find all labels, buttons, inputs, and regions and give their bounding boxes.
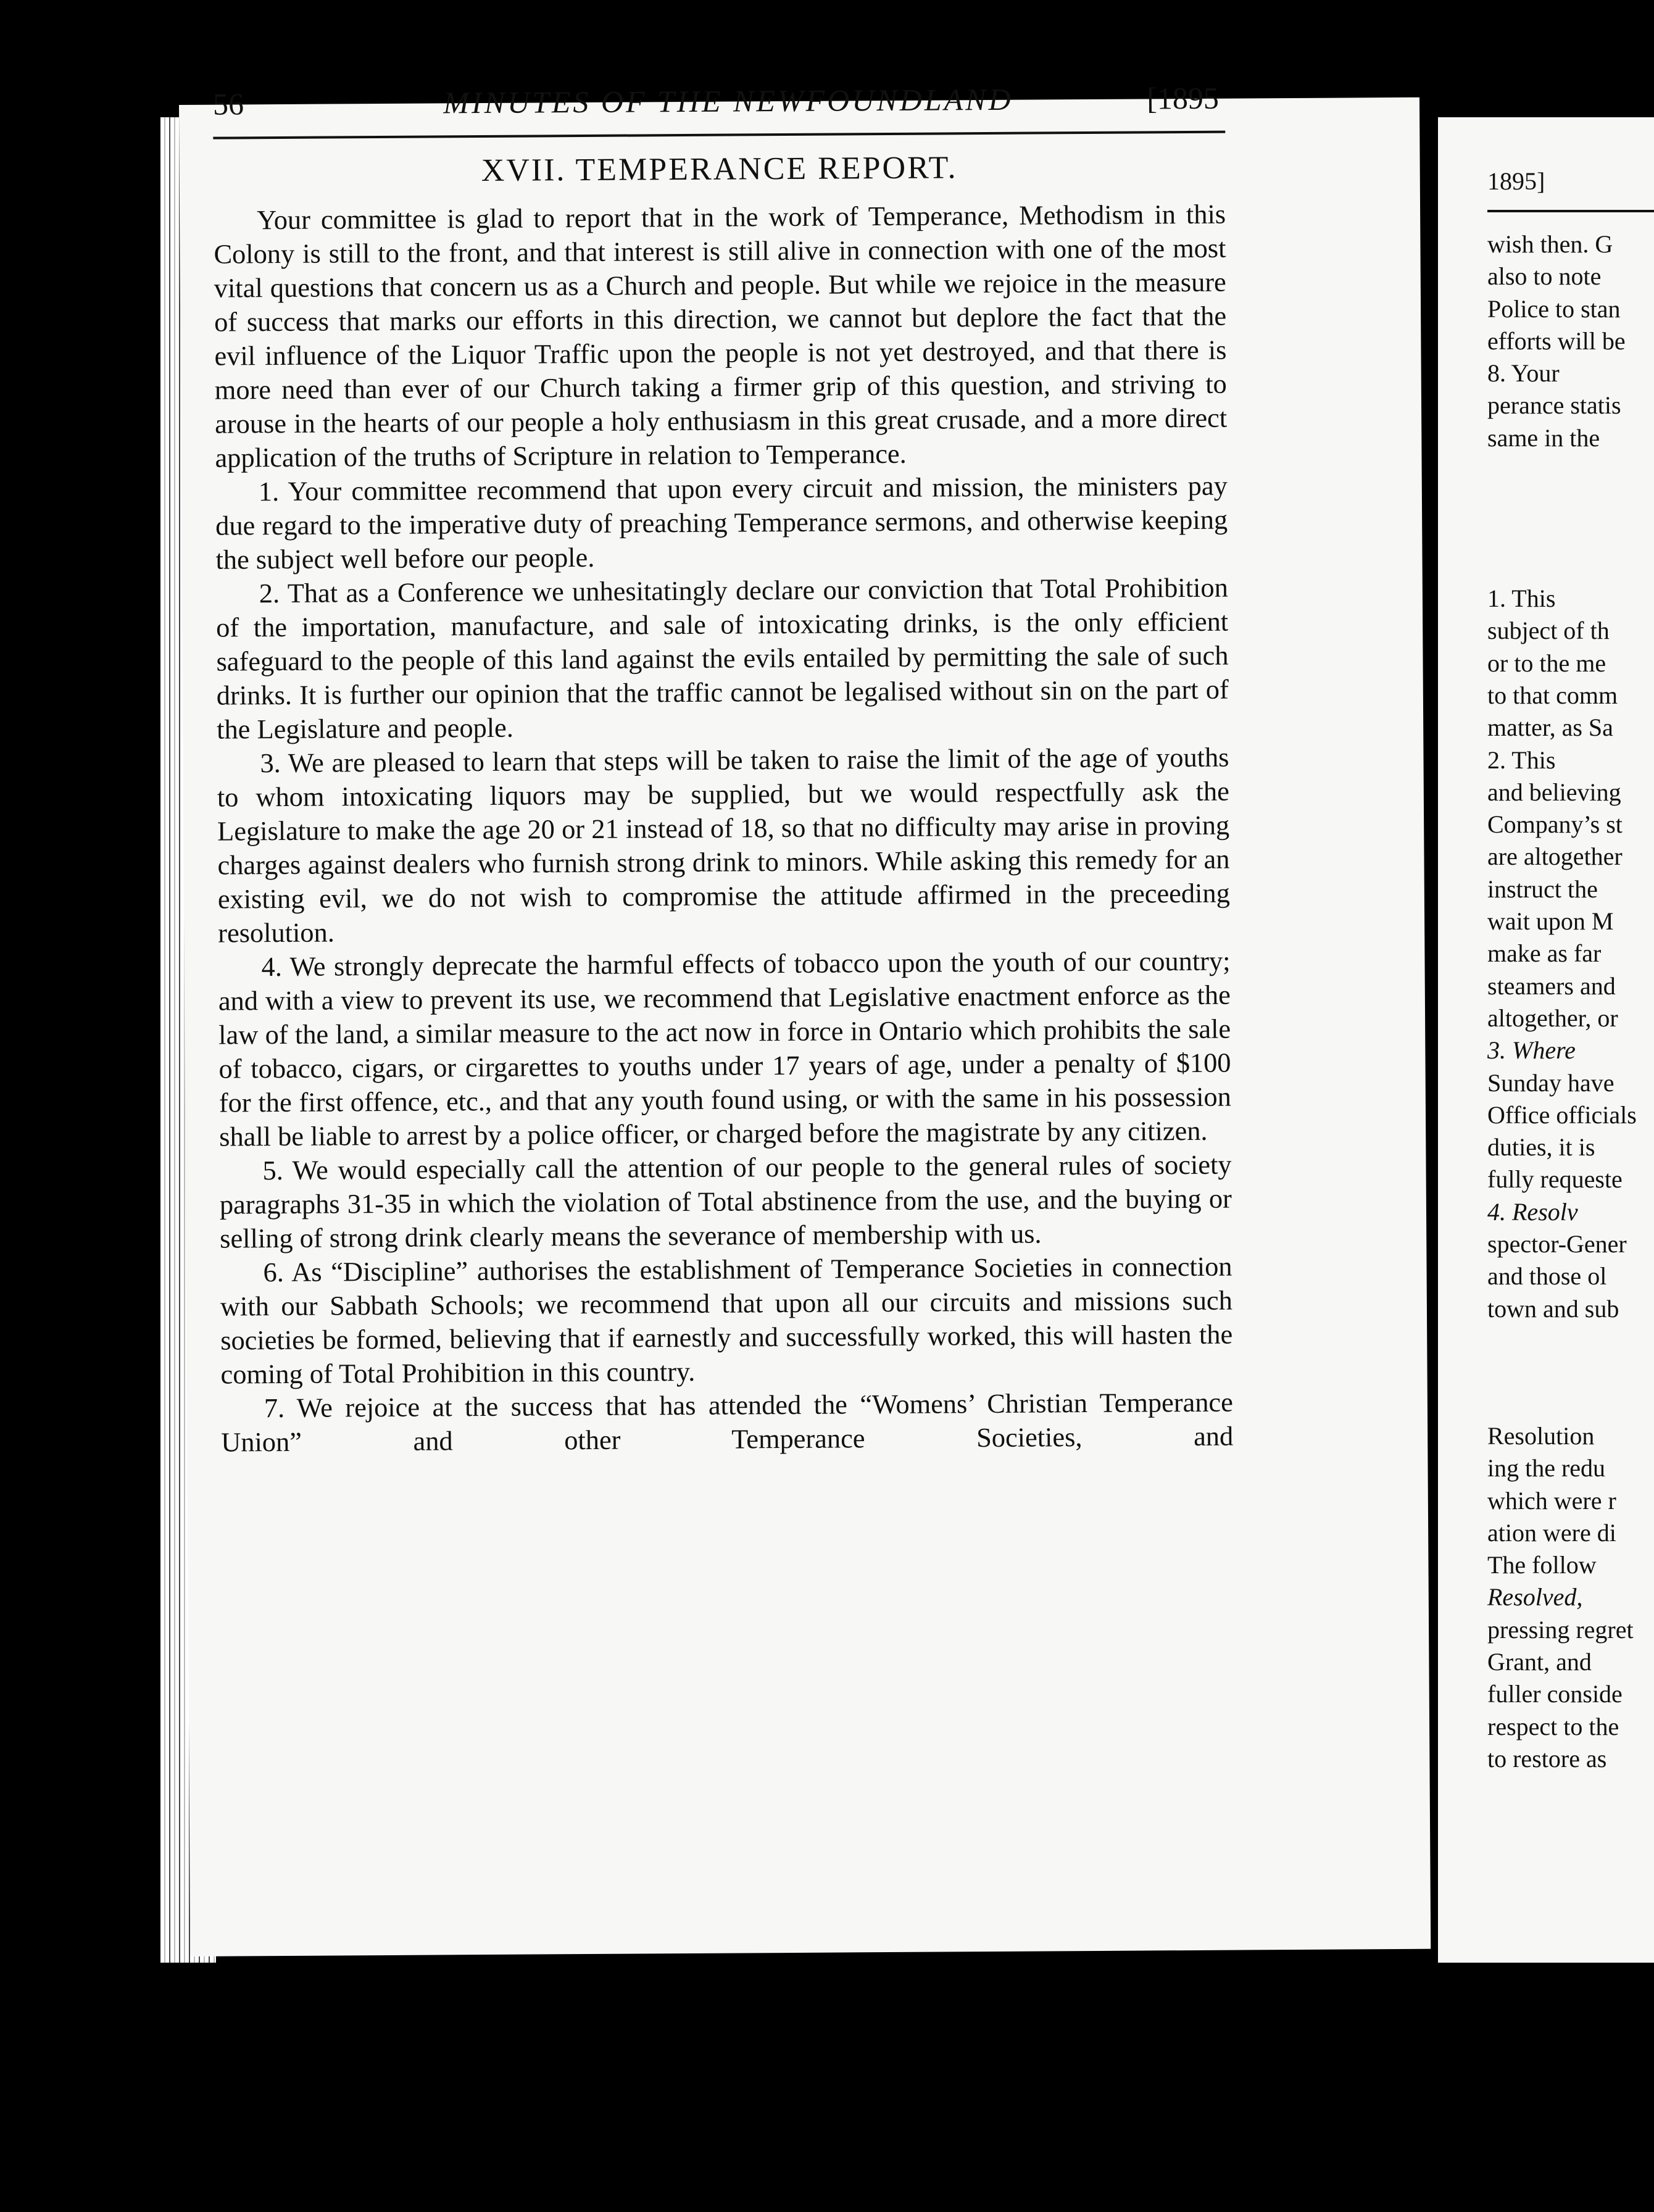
right-line: also to note <box>1487 262 1602 291</box>
right-line: ation were di <box>1487 1518 1616 1547</box>
running-header <box>213 80 1219 130</box>
right-line: Grant, and <box>1487 1647 1592 1676</box>
right-line: ing the redu <box>1487 1454 1606 1482</box>
report-body <box>214 198 1233 1460</box>
right-line: 8. Your <box>1487 359 1560 388</box>
right-header-rule <box>1487 210 1654 212</box>
right-line: Police to stan <box>1487 294 1621 323</box>
running-title: MINUTES OF THE NEWFOUNDLAND <box>443 81 1013 120</box>
right-line: make as far <box>1487 939 1602 968</box>
right-line: which were r <box>1487 1486 1616 1515</box>
section-title: XVII. TEMPERANCE REPORT. <box>481 150 958 189</box>
paragraph-5: 5. We would especially call the attention of our people to the general rules of society paragraphs 31-35 in which the violation of Total abstinence from the use, and the buying or selling of strong drink clearly means the severance of membership with us. <box>219 1149 1232 1254</box>
right-line: to restore as <box>1487 1744 1607 1773</box>
right-line: duties, it is <box>1487 1133 1595 1162</box>
paragraph-intro: Your committee is glad to report that in the work of Temperance, Methodism in this Colony is still to the front, and that interest is still alive in connection with one of the most vital questions that concern us as a Church and people. But while we rejoice in the measure of success that marks our efforts in this direction, we cannot but deplore the fact that the evil influence of the Liquor Traffic upon the people is not yet destroyed, and that there is more need than ever of our Church taking a firmer grip of this question, and striving to arouse in the hearts of our people a holy enthusiasm in this great crusade, and a more direct application of the truths of Scripture in relation to Temperance. <box>214 198 1228 473</box>
right-line: Sunday have <box>1487 1068 1615 1097</box>
right-page-text <box>1487 228 1654 1775</box>
right-line: 1. This <box>1487 584 1556 613</box>
paragraph-7: 7. We rejoice at the success that has attended the “Womens’ Christian Temperance Union” and other Temperance Societies, and <box>221 1386 1234 1458</box>
right-line: 4. Resolv <box>1487 1197 1578 1226</box>
right-line: Resolved, <box>1487 1583 1583 1611</box>
right-line: fuller conside <box>1487 1680 1623 1708</box>
right-line: spector-Gener <box>1487 1230 1627 1258</box>
right-line: Resolution <box>1487 1421 1595 1450</box>
right-line: 2. This <box>1487 746 1556 774</box>
right-line: perance statis <box>1487 391 1621 420</box>
right-line: instruct the <box>1487 875 1598 903</box>
page-number: 56 <box>212 86 244 122</box>
right-line: pressing regret <box>1487 1615 1634 1644</box>
right-page-fragment <box>1438 117 1654 1963</box>
right-header-year: 1895] <box>1487 167 1545 195</box>
right-line: town and sub <box>1487 1294 1619 1323</box>
right-line: and believing <box>1487 778 1621 806</box>
right-line: wait upon M <box>1487 907 1614 936</box>
right-line: steamers and <box>1487 971 1616 1000</box>
paragraph-1: 1. Your committee recommend that upon every circuit and mission, the ministers pay due regard to the imperative duty of preaching Temperance sermons, and otherwise keeping the subject well before our people. <box>215 470 1228 575</box>
right-line: respect to the <box>1487 1712 1619 1740</box>
header-rule <box>213 131 1225 139</box>
paragraph-4: 4. We strongly deprecate the harmful effects of tobacco upon the youth of our country; and with a view to prevent its use, we recommend that Legislative enactment enforce as the law of the land, a similar measure to the act now in force in Ontario which prohibits the sale of tobacco, cigars, or cirgarettes to youths under 17 years of age, under a penalty of $100 for the first offence, etc., and that any youth found using, or with the same in his possession shall be liable to arrest by a police officer, or charged before the magistrate by any citizen. <box>218 945 1231 1152</box>
right-line: 3. Where <box>1487 1036 1576 1065</box>
right-line: and those ol <box>1487 1262 1607 1291</box>
left-page <box>179 80 1431 1956</box>
right-line: efforts will be <box>1487 326 1626 355</box>
header-year: [1895 <box>1147 80 1220 116</box>
right-line: Office officials <box>1487 1100 1637 1129</box>
spacer <box>1487 1325 1654 1420</box>
right-line: The follow <box>1487 1551 1597 1579</box>
spacer <box>1487 454 1654 583</box>
right-line: same in the <box>1487 423 1600 452</box>
right-line: to that comm <box>1487 681 1618 709</box>
right-line: Company’s st <box>1487 810 1623 839</box>
paragraph-2: 2. That as a Conference we unhesitatingly declare our conviction that Total Prohibition of the importation, manufacture, and sale of intoxicating drinks, is the only efficient safeguard to the people of this land against the evils entailed by permitting the sale of such drinks. It is further our opinion that the traffic cannot be legalised without sin on the part of the Legislature and people. <box>216 572 1229 745</box>
right-line: altogether, or <box>1487 1004 1618 1032</box>
paragraph-3: 3. We are pleased to learn that steps will be taken to raise the limit of the age of youths to whom intoxicating liquors may be supplied, but we would respectfully ask the Legislature to make the age 20 or 21 instead of 18, so that no difficulty may arise in proving charges against dealers who furnish strong drink to minors. While asking this remedy for an existing evil, we do not wish to compromise the attitude affirmed in the preceeding resolution. <box>217 741 1230 949</box>
paragraph-6: 6. As “Discipline” authorises the establishment of Temperance Societies in connection with our Sabbath Schools; we recommend that upon all our circuits and missions such societies be formed, believing that if earnestly and successfully worked, this will hasten the coming of Total Prohibition in this country. <box>220 1250 1233 1390</box>
right-line: subject of th <box>1487 617 1610 645</box>
right-line: are altogether <box>1487 842 1623 871</box>
right-line: fully requeste <box>1487 1165 1623 1194</box>
right-line: matter, as Sa <box>1487 713 1613 742</box>
right-line: or to the me <box>1487 649 1606 677</box>
right-line: wish then. G <box>1487 230 1613 258</box>
